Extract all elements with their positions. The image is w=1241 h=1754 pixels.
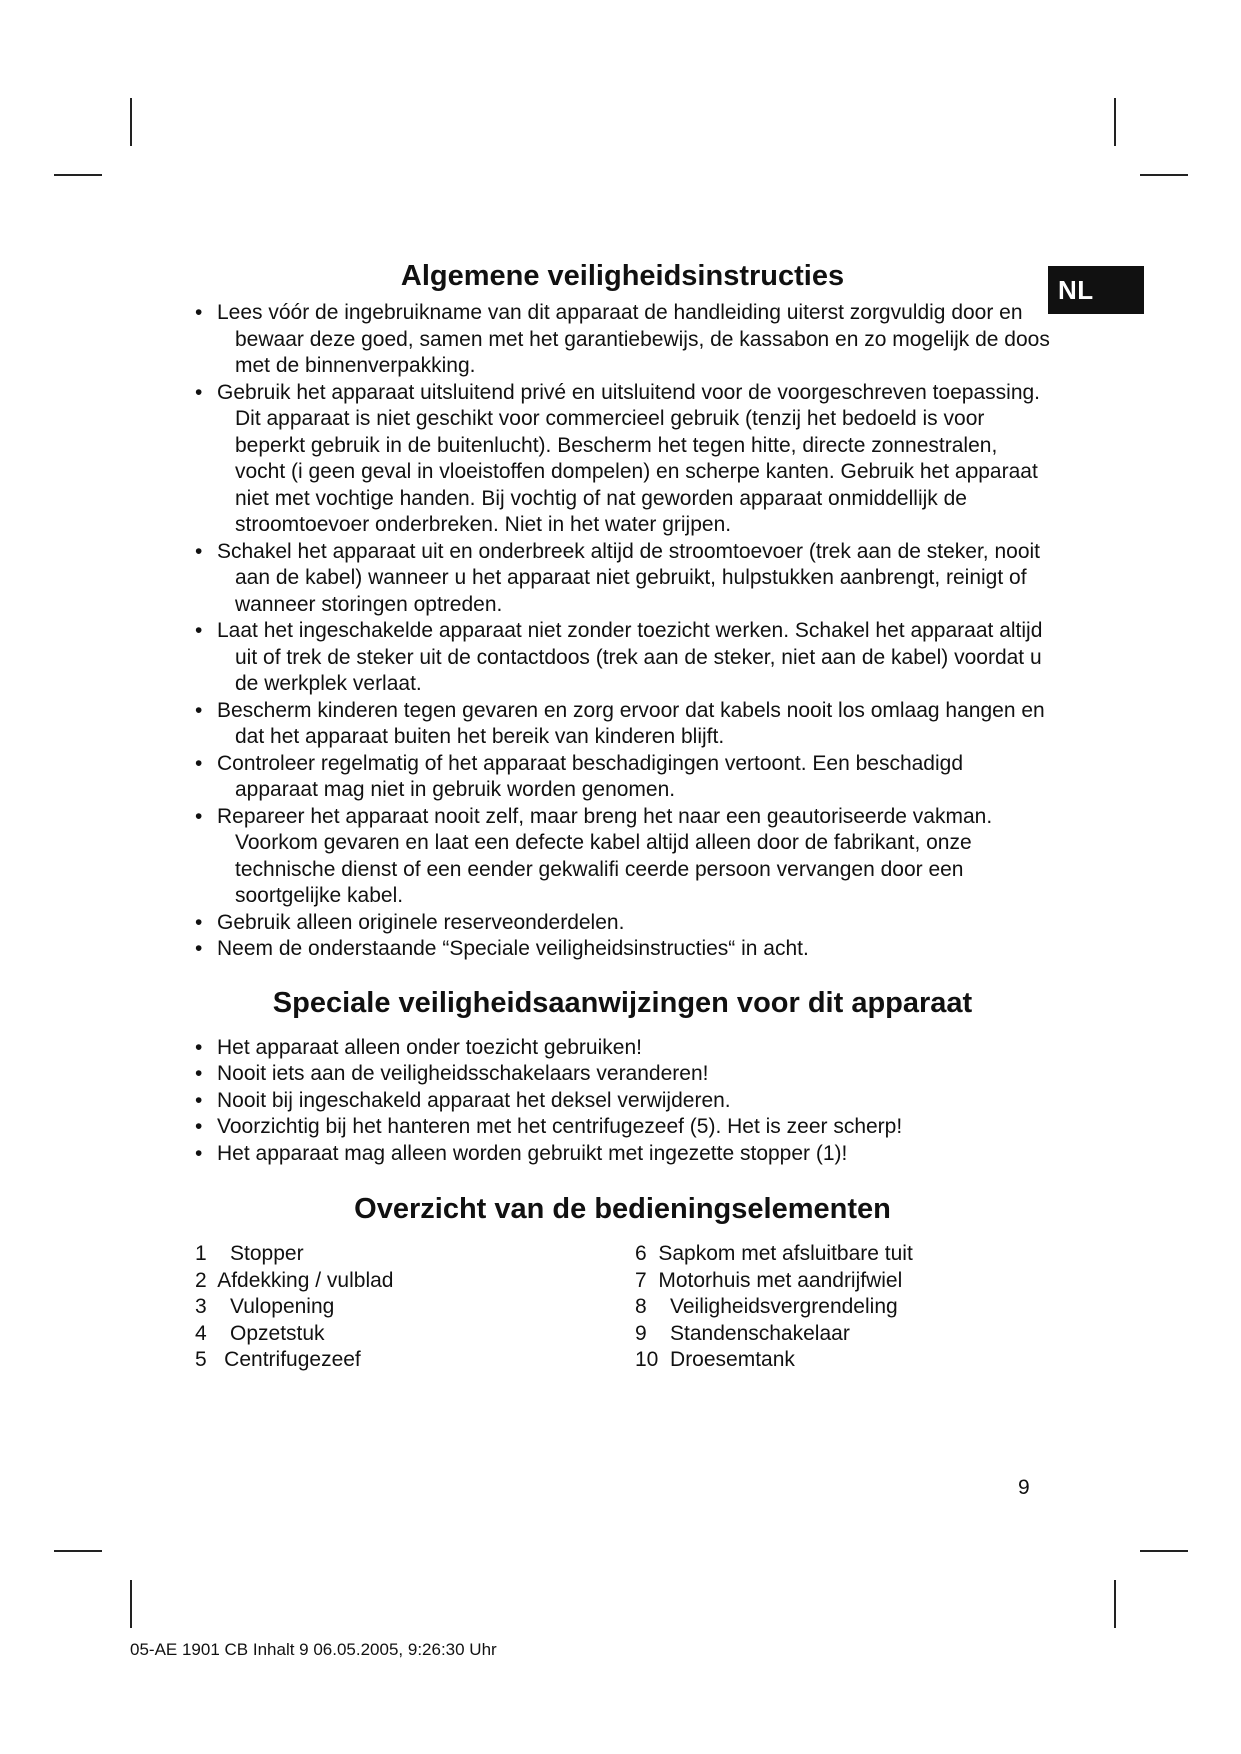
- control-item: 2 Afdekking / vulblad: [195, 1268, 394, 1292]
- list-item: • Het apparaat alleen onder toezicht gebruiken!: [195, 1035, 1050, 1062]
- control-item: 6 Sapkom met afsluitbare tuit: [635, 1242, 913, 1265]
- list-item: • Nooit bij ingeschakeld apparaat het deksel verwijderen.: [195, 1088, 1050, 1115]
- list-item: • Laat het ingeschakelde apparaat niet zonder toezicht werken. Schakel het apparaat altijd uit of trek de steker uit de contactdoos (trek aan de steker, niet aan de kabel) voordat u de werkplek verlaat.: [195, 618, 1050, 698]
- page-content: [195, 258, 1050, 1374]
- list-item: • Repareer het apparaat nooit zelf, maar breng het naar een geautoriseerde vakman. Voorkom gevaren en laat een defecte kabel altijd alleen door de fabrikant, onze technische dienst of een eender gekwalifi ceerde persoon vervangen door een soortgelijke kabel.: [195, 804, 1050, 910]
- control-item: 10 Droesemtank: [635, 1348, 795, 1371]
- crop-mark-bottom-left-horizontal: [54, 1550, 102, 1552]
- list-item: • Bescherm kinderen tegen gevaren en zorg ervoor dat kabels nooit los omlaag hangen en dat het apparaat buiten het bereik van kinderen blijft.: [195, 698, 1050, 751]
- crop-mark-bottom-left-vertical: [130, 1580, 132, 1628]
- control-item: 9 Standenschakelaar: [635, 1321, 850, 1345]
- list-item: • Het apparaat mag alleen worden gebruikt met ingezette stopper (1)!: [195, 1141, 1050, 1168]
- crop-mark-top-right-vertical: [1114, 98, 1116, 146]
- list-item: • Neem de onderstaande “Speciale veiligheidsinstructies“ in acht.: [195, 936, 1050, 963]
- list-item: • Voorzichtig bij het hanteren met het centrifugezeef (5). Het is zeer scherp!: [195, 1114, 1050, 1141]
- control-item: 4 Opzetstuk: [195, 1321, 325, 1345]
- controls-list: [195, 1241, 1050, 1374]
- crop-mark-top-right-horizontal: [1140, 174, 1188, 176]
- list-item: • Lees vóór de ingebruikname van dit apparaat de handleiding uiterst zorgvuldig door en bewaar deze goed, samen met het garantiebewijs, de kassabon en zo mogelijk de doos met de binnenverpakking.: [195, 300, 1050, 380]
- special-safety-title: Speciale veiligheidsaanwijzingen voor dit apparaat: [272, 986, 973, 1019]
- page-number: 9: [1018, 1476, 1030, 1499]
- list-item: • Schakel het apparaat uit en onderbreek altijd de stroomtoevoer (trek aan de steker, nooit aan de kabel) wanneer u het apparaat niet gebruikt, hulpstukken aanbrengt, reinigt of wanneer storingen optreden.: [195, 539, 1050, 619]
- control-item: 1 Stopper: [195, 1242, 304, 1265]
- list-item: • Gebruik het apparaat uitsluitend privé en uitsluitend voor de voorgeschreven toepassing. Dit apparaat is niet geschikt voor commercieel gebruik (tenzij het bedoeld is voor beperkt gebruik in de buitenlucht). Bescherm het tegen hitte, directe zonnestralen, vocht (i geen geval in vloeistoffen dompelen) en scherpe kanten. Gebruik het apparaat niet met vochtige handen. Bij vochtig of nat geworden apparaat onmiddellijk de stroomtoevoer onderbreken. Niet in het water grijpen.: [195, 380, 1050, 539]
- language-tab: NL: [1048, 266, 1144, 314]
- controls-overview-section: [195, 1191, 1050, 1374]
- general-safety-section: [195, 258, 1050, 963]
- special-safety-list: [195, 1035, 1050, 1168]
- print-footer: 05-AE 1901 CB Inhalt 9 06.05.2005, 9:26:30 Uhr: [130, 1640, 497, 1659]
- crop-mark-bottom-right-vertical: [1114, 1580, 1116, 1628]
- control-item: 5 Centrifugezeef: [195, 1348, 361, 1371]
- crop-mark-top-left-vertical: [130, 98, 132, 146]
- control-item: 7 Motorhuis met aandrijfwiel: [635, 1268, 903, 1292]
- general-safety-title: Algemene veiligheidsinstructies: [400, 260, 845, 292]
- control-item: 3 Vulopening: [195, 1295, 335, 1318]
- list-item: • Gebruik alleen originele reserveonderdelen.: [195, 910, 1050, 937]
- list-item: • Controleer regelmatig of het apparaat beschadigingen vertoont. Een beschadigd apparaat mag niet in gebruik worden genomen.: [195, 751, 1050, 804]
- general-safety-list: [195, 300, 1050, 963]
- controls-overview-title: Overzicht van de bedieningselementen: [354, 1193, 891, 1225]
- control-item: 8 Veiligheidsvergrendeling: [635, 1295, 898, 1318]
- special-safety-section: [195, 985, 1050, 1168]
- list-item: • Nooit iets aan de veiligheidsschakelaars veranderen!: [195, 1061, 1050, 1088]
- crop-mark-bottom-right-horizontal: [1140, 1550, 1188, 1552]
- crop-mark-top-left-horizontal: [54, 174, 102, 176]
